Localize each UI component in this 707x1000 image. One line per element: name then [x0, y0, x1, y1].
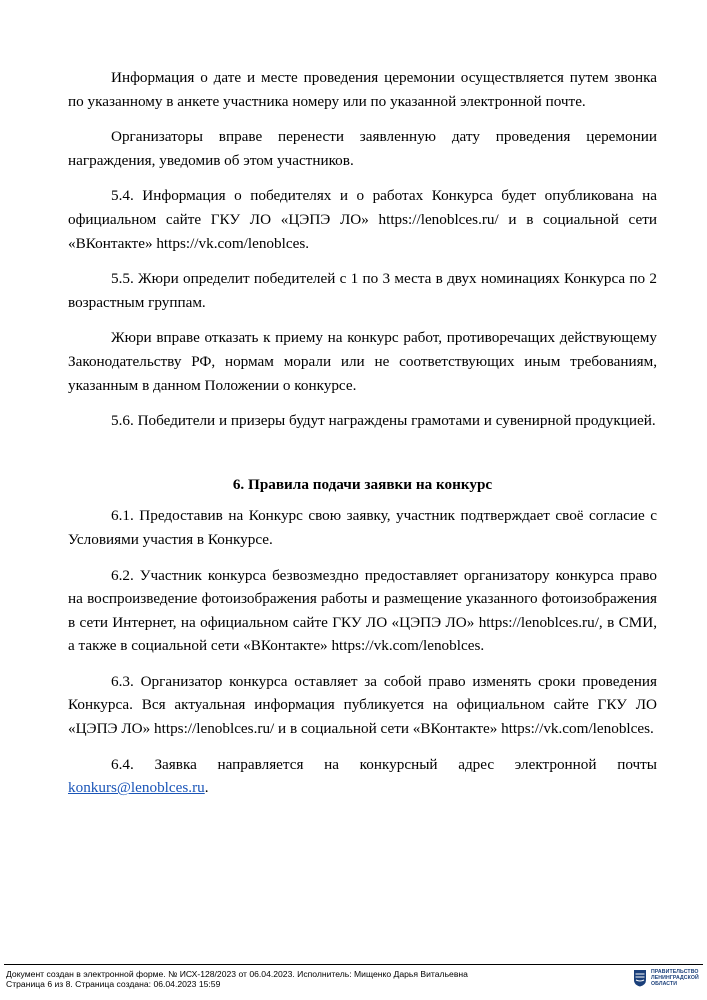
- paragraph-5-5: 5.5. Жюри определит победителей с 1 по 3 места в двух номинациях Конкурса по 2 возрастным группам.: [68, 270, 657, 311]
- paragraph-5-6: 5.6. Победители и призеры будут награждены грамотами и сувенирной продукцией.: [111, 412, 656, 430]
- paragraph-6-2: 6.2. Участник конкурса безвозмездно предоставляет организатору конкурса право на воспроизведение фотоизображения работы и размещение указанного фотоизображения в сети Интернет, на официальном сайте ГКУ ЛО «ЦЭПЭ ЛО» https://lenoblces.ru/, в СМИ, а также в социальной сети «ВКонтакте» https://vk.com/lenoblces.: [68, 566, 657, 655]
- emblem-icon: [633, 969, 647, 987]
- paragraph-6-3: 6.3. Организатор конкурса оставляет за собой право изменять сроки проведения Конкурса. Вся актуальная информация публикуется на официальном сайте ГКУ ЛО «ЦЭПЭ ЛО» https://lenoblces.ru/ и в социальной сети «ВКонтакте» https://vk.com/lenoblces.: [68, 672, 657, 738]
- logo-text: ПРАВИТЕЛЬСТВО ЛЕНИНГРАДСКОЙ ОБЛАСТИ: [651, 969, 699, 987]
- paragraph-ceremony-info: Информация о дате и месте проведения церемонии осуществляется путем звонка по указанному в анкете участника номеру или по указанной электронной почте.: [68, 69, 657, 110]
- paragraph-6-4-period: .: [204, 779, 209, 797]
- page-footer: [0, 964, 707, 1000]
- section-heading: 6. Правила подачи заявки на конкурс: [232, 475, 493, 493]
- document-body: [68, 66, 657, 812]
- footer-line-1: Документ создан в электронной форме. № ИСХ-128/2023 от 06.04.2023. Исполнитель: Мищенко Дарья Витальевна: [6, 969, 468, 979]
- footer-line-2: Страница 6 из 8. Страница создана: 06.04.2023 15:59: [6, 979, 221, 989]
- paragraph-6-4: [68, 753, 657, 800]
- footer-text: [6, 969, 468, 989]
- paragraph-ceremony-reschedule: Организаторы вправе перенести заявленную дату проведения церемонии награждения, уведомив об этом участников.: [68, 128, 657, 169]
- email-link[interactable]: konkurs@lenoblces.ru: [68, 779, 205, 797]
- paragraph-6-1: 6.1. Предоставив на Конкурс свою заявку, участник подтверждает своё согласие с Условиями участия в Конкурсе.: [68, 507, 657, 548]
- footer-divider: [4, 964, 703, 965]
- paragraph-5-4: 5.4. Информация о победителях и о работах Конкурса будет опубликована на официальном сайте ГКУ ЛО «ЦЭПЭ ЛО» https://lenoblces.ru/ и в социальной сети «ВКонтакте» https://vk.com/lenoblces.: [68, 187, 657, 252]
- paragraph-6-4-text: 6.4. Заявка направляется на конкурсный адрес электронной почты: [111, 755, 657, 773]
- paragraph-jury-refusal: Жюри вправе отказать к приему на конкурс работ, противоречащих действующему Законодательству РФ, нормам морали или не соответствующих иным требованиям, указанным в данном Положении о конкурсе.: [68, 329, 657, 394]
- government-logo: [633, 969, 699, 987]
